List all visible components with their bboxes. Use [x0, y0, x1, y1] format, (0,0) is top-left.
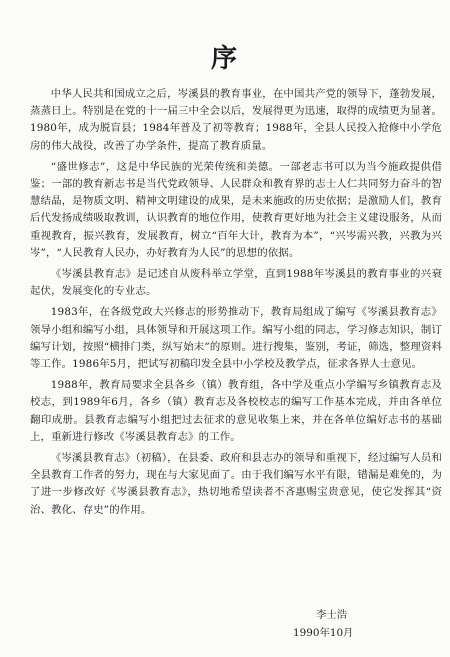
- preface-body: [30, 86, 442, 523]
- signature-date: 1990年10月: [293, 627, 354, 639]
- paragraph-2: “盛世修志”，这是中华民族的光荣传统和美德。一部老志书可以为当今施政提供借鉴；一部的教育新志书是当代党政领导、人民群众和教育界的志士人仁共同努力奋斗的智慧结晶，是物质文明、精神文明建设的成果，是未来施政的历史依据；是激励人们，教育后代发扬成绩吸取教训，认识教育的地位作用，使教育更好地为社会主义建设服务，从而重视教育，振兴教育，发展教育，树立“百年大计，教育为本”，“兴岑需兴教，兴教为兴岑”，“人民教育人民办，办好教育为人民”的思想的依据。: [30, 160, 442, 259]
- paragraph-4: 1983年，在各级党政大兴修志的形势推动下，教育局组成了编写《岑溪县教育志》领导小组和编写小组，具体领导和开展这项工作。编写小组的同志，学习修志知识，制订编写计划，按照“横排门类，纵写始末”的原则。进行搜集，鉴别，考证，筛选，整理资料等工作。1986年5月，把试写初稿印发全县中小学校及教学点，征求各界人士意见。: [30, 306, 442, 371]
- paragraph-6: 《岑溪县教育志》（初稿），在县委、政府和县志办的领导和重视下，经过编写人员和全县教育工作者的努力，现在与大家见面了。由于我们编写水平有限，错漏是难免的，为了进一步修改好《岑溪县教育志》，热切地希望读者不吝惠赐宝贵意见，使它发挥其“资治、教化、存史”的作用。: [30, 452, 442, 516]
- paragraph-1: 中华人民共和国成立之后，岑溪县的教育事业，在中国共产党的领导下，蓬勃发展，蒸蒸日上。特别是在党的十一届三中全会以后，发展得更为迅速，取得的成绩更为显著。1980年，成为脱盲县；1984年普及了初等教育；1988年，全县人民投入抢修中小学危房的伟大战役，改善了办学条件，提高了教育质量。: [30, 88, 442, 152]
- signature-block: [0, 606, 450, 642]
- paragraph-3: 《岑溪县教育志》是记述自从废科举立学堂，直到1988年岑溪县的教育事业的兴衰起伏，发展变化的专业志。: [30, 268, 442, 298]
- paragraph-5: 1988年，教育局要求全县各乡（镇）教育组，各中学及重点小学编写乡镇教育志及校志，到1989年6月，各乡（镇）教育志及各校校志的编写工作基本完成，并由各单位翻印成册。县教育志编写小组把过去征求的意见收集上来，并在各单位编好志书的基础上，重新进行修改《岑溪县教育志》的工作。: [30, 379, 442, 443]
- page-title: 序: [210, 44, 239, 74]
- signature-author: 李士浩: [316, 609, 348, 621]
